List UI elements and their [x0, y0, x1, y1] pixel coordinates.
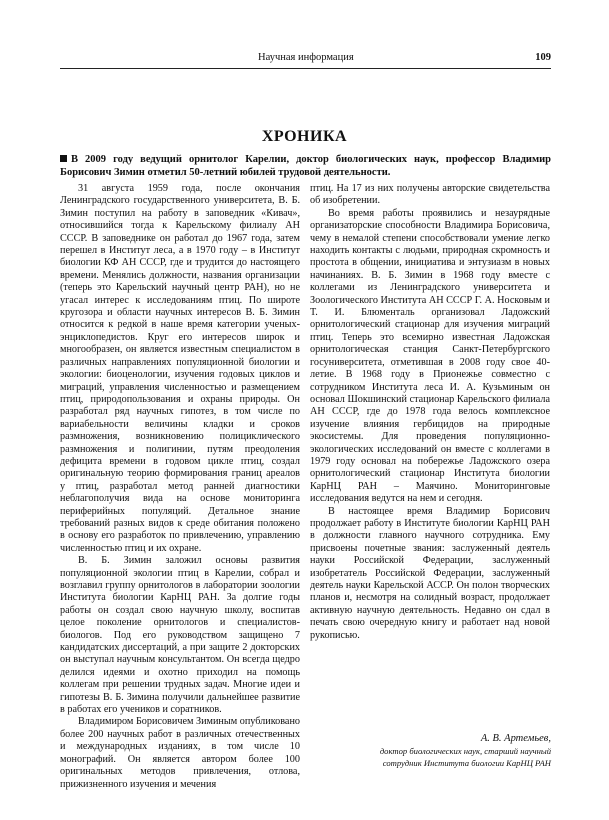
author-name: А. В. Артемьев,: [480, 733, 551, 744]
left-column: [60, 183, 300, 791]
square-bullet-icon: [60, 155, 67, 162]
paragraph: В настоящее время Владимир Борисович продолжает работу в Институте биологии КарНЦ РАН в должности главного научного сотрудника. Ему присвоены почетные звания: заслуженный деятель науки Российской Федерации, заслуженный изобретатель Российской Федерации, заслуженный деятель науки Карельской АССР. Он полон творческих планов и, несмотря на солидный возраст, продолжает активную научную деятельность. Недавно он сдал в печать свою очередную книгу и работает над новой рукописью.: [310, 505, 550, 641]
header-rule: [60, 68, 551, 69]
paragraph-continued: птиц. На 17 из них получены авторские свидетельства об изобретении.: [310, 183, 550, 207]
lead-paragraph: [60, 154, 551, 179]
section-name: Научная информация: [258, 52, 354, 63]
page-number: 109: [535, 52, 551, 63]
author-position-line2: сотрудник Института биологии КарНЦ РАН: [382, 758, 551, 768]
paragraph: Владимиром Борисовичем Зиминым опубликовано более 200 научных работ в различных отечественных и международных изданиях, в том числе 10 монографий. Он является автором более 100 оригинальных методов привлечения, отлова, прижизненного изучения и мечения: [60, 716, 300, 790]
author-position-line1: доктор биологических наук, старший научный: [379, 746, 551, 756]
author-signature: [251, 732, 551, 769]
section-title: ХРОНИКА: [261, 128, 348, 145]
right-column: [310, 183, 550, 642]
running-head: [60, 50, 551, 66]
paragraph: Во время работы проявились и незаурядные организаторские способности Владимира Борисовича, чему в немалой степени способствовали умение легко находить контакты с людьми, природная скромность и простота в общении, инициатива и энтузиазм в новых начинаниях. В. Б. Зимин в 1968 году вместе с коллегами из Ленинградского университета и Зоологического Института АН СССР Г. А. Носковым и Т. И. Блюменталь организовал Ладожский орнитологический стационар для изучения миграций птиц. Теперь это всемирно известная Ладожская орнитологическая станция Санкт-Петербургского госуниверситета, отметившая в 2008 году свое 40-летие. В 1968 году в Прионежье совместно с сотрудником Института леса И. А. Кузьминым он основал Шокшинский стационар Карельского филиала АН СССР, где до 1978 года велось комплексное изучение влияния гербицидов на природные экосистемы. Для проведения популяционно-экологических исследований он вместе с коллегами в 1979 году основал на побережье Ладожского озера орнитологический стационар Института биологии КарНЦ РАН – Маячино. Мониторинговые исследования ведутся на нем и сегодня.: [310, 207, 550, 505]
paragraph: В. Б. Зимин заложил основы развития популяционной экологии птиц в Карелии, собрал и возглавил группу орнитологов в лаборатории зоологии Института биологии КарНЦ РАН. За долгие годы работы он создал свою научную школу, воспитав целое поколение орнитологов и специалистов-биологов. Под его руководством защищено 7 кандидатских диссертаций, а при защите 2 докторских он выступал научным консультантом. Он всегда щедро делился идеями и охотно приходил на помощь коллегам при решении трудных задач. Многие идеи и гипотезы В. Б. Зимина получили дальнейшее развитие в работах его учеников и соратников.: [60, 555, 300, 716]
paragraph: 31 августа 1959 года, после окончания Ленинградского государственного университета, В. Б. Зимин поступил на работу в заповедник «Кивач», относившийся тогда к Карельскому филиалу АН СССР. В заповеднике он работал до 1967 года, затем перешел в Институт леса, а в 1970 году – в Институт биологии КФ АН СССР, где и трудится до настоящего времени. Менялись должности, названия организации (теперь это Карельский научный центр РАН), но не угасал интерес к исследованиям птиц. По широте кругозора и области научных интересов В. Б. Зимин относится к редкой в наше время категории ученых-энциклопедистов. Круг его интересов широк и многообразен, он является известным специалистом в различных направлениях популяционной биологии и экологии: биоценологии, изучения годовых циклов и миграций, управления численностью и размещением птиц, природопользования и охраны природы. Он разработал ряд научных гипотез, в том числе по вариабельности величины кладки и сроков размножения, возникновению полициклического размножения и полигинии, путям преодоления дефицита времени в годовом цикле птиц, создал оригинальную теорию формирования границ ареалов у птиц, разработал метод ранней диагностики неблагополучия вида на основе мониторинга периферийных популяций. Детальное знание требований разных видов к среде обитания положено в основу его разработок по привлечению, управлению численностью птиц и их охране.: [60, 183, 300, 554]
lead-text: В 2009 году ведущий орнитолог Карелии, доктор биологических наук, профессор Владимир Борисович Зимин отметил 50-летний юбилей трудовой деятельности.: [60, 154, 551, 178]
